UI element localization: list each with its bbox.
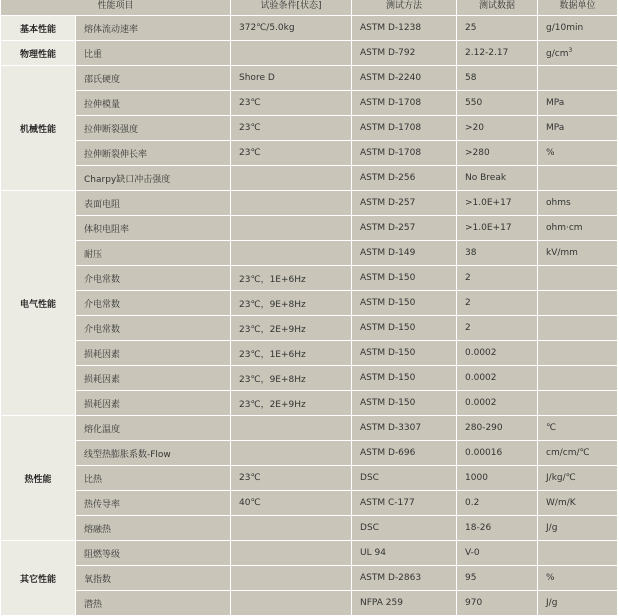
method-cell [352, 316, 457, 341]
method-cell [352, 66, 457, 91]
method-cell-text: ASTM D-696 [360, 448, 416, 458]
condition-cell-text: 23℃，9E+8Hz [239, 299, 306, 310]
method-cell [352, 541, 457, 566]
value-cell [457, 416, 538, 441]
item-cell-text: 表面电阻 [84, 199, 121, 210]
value-cell-text: 970 [465, 598, 483, 608]
category-cell: 机械性能 [1, 66, 76, 191]
item-cell-text: 热传导率 [84, 499, 121, 510]
item-cell-text: 线型热膨胀系数-Flow [84, 449, 171, 460]
item-cell [76, 41, 231, 66]
item-cell [76, 516, 231, 541]
item-cell-text: 损耗因素 [84, 399, 121, 410]
item-cell [76, 191, 231, 216]
item-cell-text: 拉伸断裂伸长率 [84, 149, 148, 160]
item-cell-text: Charpy缺口冲击强度 [84, 174, 171, 185]
table-row [1, 166, 618, 191]
unit-cell [538, 441, 618, 466]
item-cell [76, 466, 231, 491]
value-cell [457, 16, 538, 41]
value-cell [457, 166, 538, 191]
unit-cell [538, 491, 618, 516]
condition-cell [231, 191, 352, 216]
unit-cell-text: g/10min [546, 23, 584, 33]
value-cell-text: 2.12-2.17 [465, 48, 509, 58]
value-cell [457, 316, 538, 341]
value-cell [457, 341, 538, 366]
item-cell-text: 介电常数 [84, 299, 121, 310]
value-cell [457, 591, 538, 616]
method-cell [352, 266, 457, 291]
header-method: 测试方法 [352, 0, 457, 16]
unit-cell [538, 216, 618, 241]
value-cell-text: V-0 [465, 548, 480, 558]
header-condition: 试验条件[状态] [231, 0, 352, 16]
method-cell [352, 141, 457, 166]
unit-cell-text: % [546, 148, 555, 158]
condition-cell [231, 166, 352, 191]
item-cell-text: 拉伸模量 [84, 99, 121, 110]
unit-cell [538, 141, 618, 166]
category-cell: 物理性能 [1, 41, 76, 66]
unit-cell [538, 41, 618, 66]
condition-cell-text: 23℃，1E+6Hz [239, 274, 306, 285]
unit-cell-text: cm/cm/℃ [546, 448, 590, 458]
item-cell [76, 241, 231, 266]
table-row [1, 441, 618, 466]
condition-cell [231, 16, 352, 41]
method-cell-text: ASTM D-1708 [360, 148, 422, 158]
condition-cell [231, 366, 352, 391]
unit-cell [538, 66, 618, 91]
value-cell [457, 366, 538, 391]
condition-cell-text: 23℃ [239, 98, 261, 108]
condition-cell [231, 141, 352, 166]
item-cell-text: 耐压 [84, 249, 103, 260]
table-row [1, 241, 618, 266]
condition-cell [231, 316, 352, 341]
value-cell [457, 41, 538, 66]
method-cell [352, 391, 457, 416]
method-cell [352, 516, 457, 541]
category-cell: 基本性能 [1, 16, 76, 41]
method-cell-text: ASTM D-2240 [360, 73, 422, 83]
condition-cell [231, 41, 352, 66]
condition-cell [231, 491, 352, 516]
condition-cell [231, 516, 352, 541]
item-cell [76, 441, 231, 466]
item-cell [76, 316, 231, 341]
value-cell [457, 66, 538, 91]
unit-cell-text: MPa [546, 123, 565, 133]
method-cell-text: ASTM D-1708 [360, 123, 422, 133]
unit-cell [538, 541, 618, 566]
item-cell [76, 16, 231, 41]
value-cell-text: 2 [465, 273, 471, 283]
table-row [1, 141, 618, 166]
item-cell [76, 91, 231, 116]
method-cell-text: ASTM D-150 [360, 348, 416, 358]
method-cell [352, 116, 457, 141]
item-cell-text: 潜热 [84, 599, 103, 610]
condition-cell [231, 291, 352, 316]
unit-cell-text: J/g [546, 523, 558, 533]
method-cell-text: ASTM D-257 [360, 223, 416, 233]
method-cell [352, 166, 457, 191]
value-cell-text: 0.2 [465, 498, 480, 508]
value-cell-text: 38 [465, 248, 477, 258]
category-cell: 其它性能 [1, 541, 76, 616]
unit-cell [538, 466, 618, 491]
method-cell [352, 191, 457, 216]
unit-superscript: 3 [568, 47, 573, 54]
table-row [1, 91, 618, 116]
condition-cell [231, 266, 352, 291]
unit-cell-text: % [546, 573, 555, 583]
unit-cell-text: J/kg/℃ [546, 473, 576, 483]
method-cell [352, 216, 457, 241]
category-cell: 热性能 [1, 416, 76, 541]
condition-cell-text: 23℃，9E+8Hz [239, 374, 306, 385]
condition-cell-text: 23℃ [239, 473, 261, 483]
item-cell-text: 拉伸断裂强度 [84, 124, 139, 135]
condition-cell [231, 566, 352, 591]
method-cell-text: ASTM D-150 [360, 273, 416, 283]
item-cell-text: 熔化温度 [84, 424, 121, 435]
method-cell-text: ASTM D-2863 [360, 573, 422, 583]
unit-cell [538, 166, 618, 191]
value-cell-text: >20 [465, 123, 485, 133]
unit-cell [538, 291, 618, 316]
condition-cell [231, 391, 352, 416]
item-cell [76, 66, 231, 91]
condition-cell-text: 23℃，2E+9Hz [239, 324, 306, 335]
value-cell [457, 116, 538, 141]
table-row [1, 41, 618, 66]
value-cell-text: 1000 [465, 473, 488, 483]
value-cell [457, 91, 538, 116]
unit-cell [538, 566, 618, 591]
method-cell-text: ASTM D-792 [360, 48, 416, 58]
table-row [1, 116, 618, 141]
method-cell-text: ASTM D-256 [360, 173, 416, 183]
item-cell-text: 熔融热 [84, 524, 112, 535]
table-row [1, 366, 618, 391]
condition-cell [231, 216, 352, 241]
value-cell-text: >280 [465, 148, 490, 158]
method-cell [352, 291, 457, 316]
item-cell [76, 566, 231, 591]
value-cell [457, 391, 538, 416]
table-row [1, 266, 618, 291]
condition-cell-text: 372℃/5.0kg [239, 23, 295, 33]
value-cell-text: >1.0E+17 [465, 223, 512, 233]
category-cell: 电气性能 [1, 191, 76, 416]
method-cell-text: UL 94 [360, 548, 386, 558]
table-row [1, 416, 618, 441]
unit-cell [538, 366, 618, 391]
item-cell [76, 166, 231, 191]
table-row [1, 216, 618, 241]
method-cell [352, 41, 457, 66]
value-cell-text: >1.0E+17 [465, 198, 512, 208]
unit-cell-text: kV/mm [546, 248, 578, 258]
method-cell [352, 566, 457, 591]
table-row [1, 316, 618, 341]
value-cell [457, 516, 538, 541]
item-cell-text: 损耗因素 [84, 374, 121, 385]
condition-cell [231, 241, 352, 266]
item-cell [76, 291, 231, 316]
method-cell-text: NFPA 259 [360, 598, 403, 608]
unit-cell [538, 116, 618, 141]
method-cell [352, 491, 457, 516]
value-cell [457, 291, 538, 316]
item-cell [76, 491, 231, 516]
method-cell-text: ASTM D-150 [360, 298, 416, 308]
header-row [1, 0, 618, 16]
table-row [1, 566, 618, 591]
item-cell [76, 266, 231, 291]
method-cell-text: ASTM D-3307 [360, 423, 422, 433]
item-cell [76, 416, 231, 441]
value-cell [457, 241, 538, 266]
condition-cell-text: 23℃ [239, 123, 261, 133]
condition-cell [231, 91, 352, 116]
method-cell-text: ASTM C-177 [360, 498, 415, 508]
item-cell-text: 损耗因素 [84, 349, 121, 360]
item-cell-text: 体积电阻率 [84, 224, 130, 235]
unit-cell-text: g/cm [546, 49, 569, 59]
item-cell-text: 比重 [84, 49, 103, 60]
method-cell-text: ASTM D-150 [360, 373, 416, 383]
item-cell [76, 391, 231, 416]
value-cell [457, 141, 538, 166]
condition-cell [231, 66, 352, 91]
item-cell [76, 591, 231, 616]
table-row [1, 291, 618, 316]
value-cell-text: 2 [465, 323, 471, 333]
table-row [1, 591, 618, 616]
method-cell [352, 366, 457, 391]
value-cell-text: 95 [465, 573, 477, 583]
value-cell-text: 58 [465, 73, 477, 83]
method-cell [352, 16, 457, 41]
method-cell-text: ASTM D-150 [360, 323, 416, 333]
value-cell [457, 441, 538, 466]
unit-cell [538, 416, 618, 441]
value-cell [457, 216, 538, 241]
table-row [1, 191, 618, 216]
header-value: 测试数据 [457, 0, 538, 16]
item-cell [76, 341, 231, 366]
method-cell-text: ASTM D-150 [360, 398, 416, 408]
table-row [1, 466, 618, 491]
value-cell [457, 191, 538, 216]
value-cell-text: 0.00016 [465, 448, 503, 458]
condition-cell [231, 441, 352, 466]
unit-cell-text: ohm·cm [546, 223, 583, 233]
table-row [1, 516, 618, 541]
method-cell-text: DSC [360, 523, 379, 533]
unit-cell-text: J/g [546, 598, 558, 608]
unit-cell [538, 16, 618, 41]
item-cell [76, 541, 231, 566]
table-row [1, 491, 618, 516]
method-cell [352, 441, 457, 466]
value-cell-text: 280-290 [465, 423, 503, 433]
table-row [1, 541, 618, 566]
item-cell-text: 阻燃等级 [84, 549, 121, 560]
condition-cell-text: 23℃，2E+9Hz [239, 399, 306, 410]
value-cell-text: 2 [465, 298, 471, 308]
method-cell [352, 416, 457, 441]
item-cell [76, 141, 231, 166]
table-row [1, 341, 618, 366]
value-cell-text: 0.0002 [465, 398, 497, 408]
value-cell [457, 266, 538, 291]
method-cell [352, 591, 457, 616]
item-cell-text: 熔体流动速率 [84, 24, 139, 35]
unit-cell [538, 341, 618, 366]
item-cell-text: 氧指数 [84, 574, 112, 585]
value-cell-text: 0.0002 [465, 373, 497, 383]
unit-cell-text: W/m/K [546, 498, 576, 508]
method-cell-text: ASTM D-257 [360, 198, 416, 208]
item-cell-text: 比热 [84, 474, 103, 485]
table-row [1, 391, 618, 416]
method-cell [352, 91, 457, 116]
method-cell-text: ASTM D-149 [360, 248, 416, 258]
condition-cell [231, 416, 352, 441]
method-cell-text: DSC [360, 473, 379, 483]
item-cell-text: 邵氏硬度 [84, 74, 121, 85]
value-cell [457, 541, 538, 566]
unit-cell [538, 391, 618, 416]
value-cell [457, 491, 538, 516]
item-cell [76, 116, 231, 141]
header-item: 性能项目 [1, 0, 231, 16]
unit-cell [538, 191, 618, 216]
value-cell-text: 25 [465, 23, 477, 33]
unit-cell [538, 591, 618, 616]
value-cell [457, 466, 538, 491]
condition-cell-text: 23℃，1E+6Hz [239, 349, 306, 360]
method-cell-text: ASTM D-1238 [360, 23, 422, 33]
method-cell [352, 241, 457, 266]
method-cell-text: ASTM D-1708 [360, 98, 422, 108]
unit-cell-text: MPa [546, 98, 565, 108]
item-cell [76, 366, 231, 391]
method-cell [352, 341, 457, 366]
header-unit: 数据单位 [538, 0, 618, 16]
unit-cell [538, 316, 618, 341]
condition-cell [231, 541, 352, 566]
value-cell-text: 550 [465, 98, 483, 108]
condition-cell [231, 116, 352, 141]
value-cell-text: 18-26 [465, 523, 492, 533]
value-cell-text: 0.0002 [465, 348, 497, 358]
condition-cell [231, 341, 352, 366]
unit-cell [538, 516, 618, 541]
value-cell [457, 566, 538, 591]
condition-cell-text: 40℃ [239, 498, 261, 508]
condition-cell-text: 23℃ [239, 148, 261, 158]
unit-cell [538, 266, 618, 291]
unit-cell [538, 241, 618, 266]
method-cell [352, 466, 457, 491]
condition-cell-text: Shore D [239, 73, 275, 83]
condition-cell [231, 466, 352, 491]
condition-cell [231, 591, 352, 616]
value-cell-text: No Break [465, 173, 507, 183]
table-row [1, 66, 618, 91]
unit-cell [538, 91, 618, 116]
unit-cell-text: ohms [546, 198, 571, 208]
unit-cell-text: ℃ [546, 423, 557, 433]
table-row [1, 16, 618, 41]
item-cell-text: 介电常数 [84, 274, 121, 285]
item-cell-text: 介电常数 [84, 324, 121, 335]
item-cell [76, 216, 231, 241]
